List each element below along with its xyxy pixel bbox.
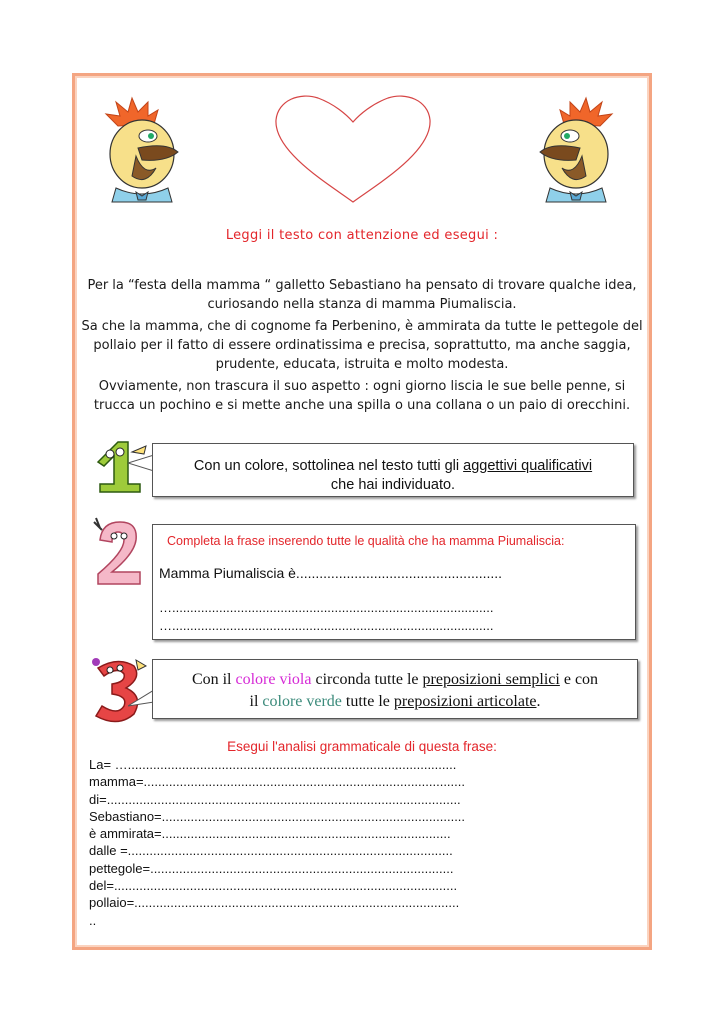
ex3-violet-color: colore viola xyxy=(235,671,312,688)
ex3-green-color: colore verde xyxy=(262,693,342,710)
analysis-line[interactable]: mamma=......................................................................................... xyxy=(89,774,465,790)
ex3-text-b: circonda tutte le xyxy=(311,671,423,688)
exercise-2-line-3[interactable]: …......................................................................................... xyxy=(159,618,494,633)
analysis-line[interactable]: dalle =.......................................................................................... xyxy=(89,843,453,859)
exercise-1-box xyxy=(152,443,634,497)
ex3-prep-articolate: preposizioni articolate xyxy=(393,693,537,710)
ex3-text-e: tutte le xyxy=(341,693,394,710)
story-paragraph-3: Ovviamente, non trascura il suo aspetto : ogni giorno liscia le sue belle penne, si trucca un pochino e si mette anche una spilla o una collana o un paio di orecchini. xyxy=(93,379,631,413)
analysis-line[interactable]: .. xyxy=(89,912,97,928)
heart-outline xyxy=(270,90,436,205)
analysis-line[interactable]: pollaio=.......................................................................................... xyxy=(89,895,460,911)
exercise-2-prompt: Completa la frase inserendo tutte le qualità che ha mamma Piumaliscia: xyxy=(167,534,565,548)
exercise-2-line-2[interactable]: …......................................................................................... xyxy=(159,600,494,615)
instruction-heading: Leggi il testo con attenzione ed esegui : xyxy=(225,228,499,243)
rooster-right-illustration xyxy=(530,96,622,204)
rooster-left-illustration xyxy=(96,96,188,204)
analysis-line[interactable]: è ammirata=................................................................................ xyxy=(89,826,451,842)
callout-pointer-3 xyxy=(128,690,154,708)
number-two-mascot xyxy=(90,516,150,590)
exercise-2-box xyxy=(152,524,636,640)
ex3-prep-semplici: preposizioni semplici xyxy=(422,671,560,688)
ex3-text-f: . xyxy=(536,693,541,710)
ex3-text-c: e con xyxy=(559,671,599,688)
story-paragraph-2: Sa che la mamma, che di cognome fa Perbenino, è ammirata da tutte le pettegole del pollaio per il fatto di essere ordinatissima e precisa, soprattutto, ma anche saggia, prudente, educata, istruita e molto modesta. xyxy=(81,319,643,372)
exercise-2-line-1[interactable]: Mamma Piumaliscia è..................................................... xyxy=(159,565,503,581)
exercise-3-text xyxy=(153,669,637,713)
exercise-1-text-start: Con un colore, sottolinea nel testo tutti gli xyxy=(193,458,464,474)
analysis-title: Esegui l'analisi grammaticale di questa frase: xyxy=(227,739,497,754)
ex3-text-d: il xyxy=(249,693,263,710)
story-paragraph-1: Per la “festa della mamma “ galletto Sebastiano ha pensato di trovare qualche idea, curiosando nella stanza di mamma Piumaliscia. xyxy=(87,278,637,312)
analysis-line[interactable]: del=............................................................................................... xyxy=(89,878,458,894)
callout-pointer-1 xyxy=(128,455,154,471)
exercise-1-text-end: che hai individuato. xyxy=(330,477,456,493)
analysis-line[interactable]: La= …........................................................................................... xyxy=(89,757,457,772)
analysis-line[interactable]: di=.................................................................................................. xyxy=(89,791,461,807)
analysis-line[interactable]: pettegole=.................................................................................... xyxy=(89,860,454,876)
exercise-3-box xyxy=(152,659,638,719)
exercise-1-underlined: aggettivi qualificativi xyxy=(463,458,593,474)
ex3-text-a: Con il xyxy=(191,671,236,688)
analysis-lines xyxy=(89,756,649,929)
exercise-1-text xyxy=(153,457,633,495)
analysis-line[interactable]: Sebastiano=.................................................................................... xyxy=(89,808,466,824)
